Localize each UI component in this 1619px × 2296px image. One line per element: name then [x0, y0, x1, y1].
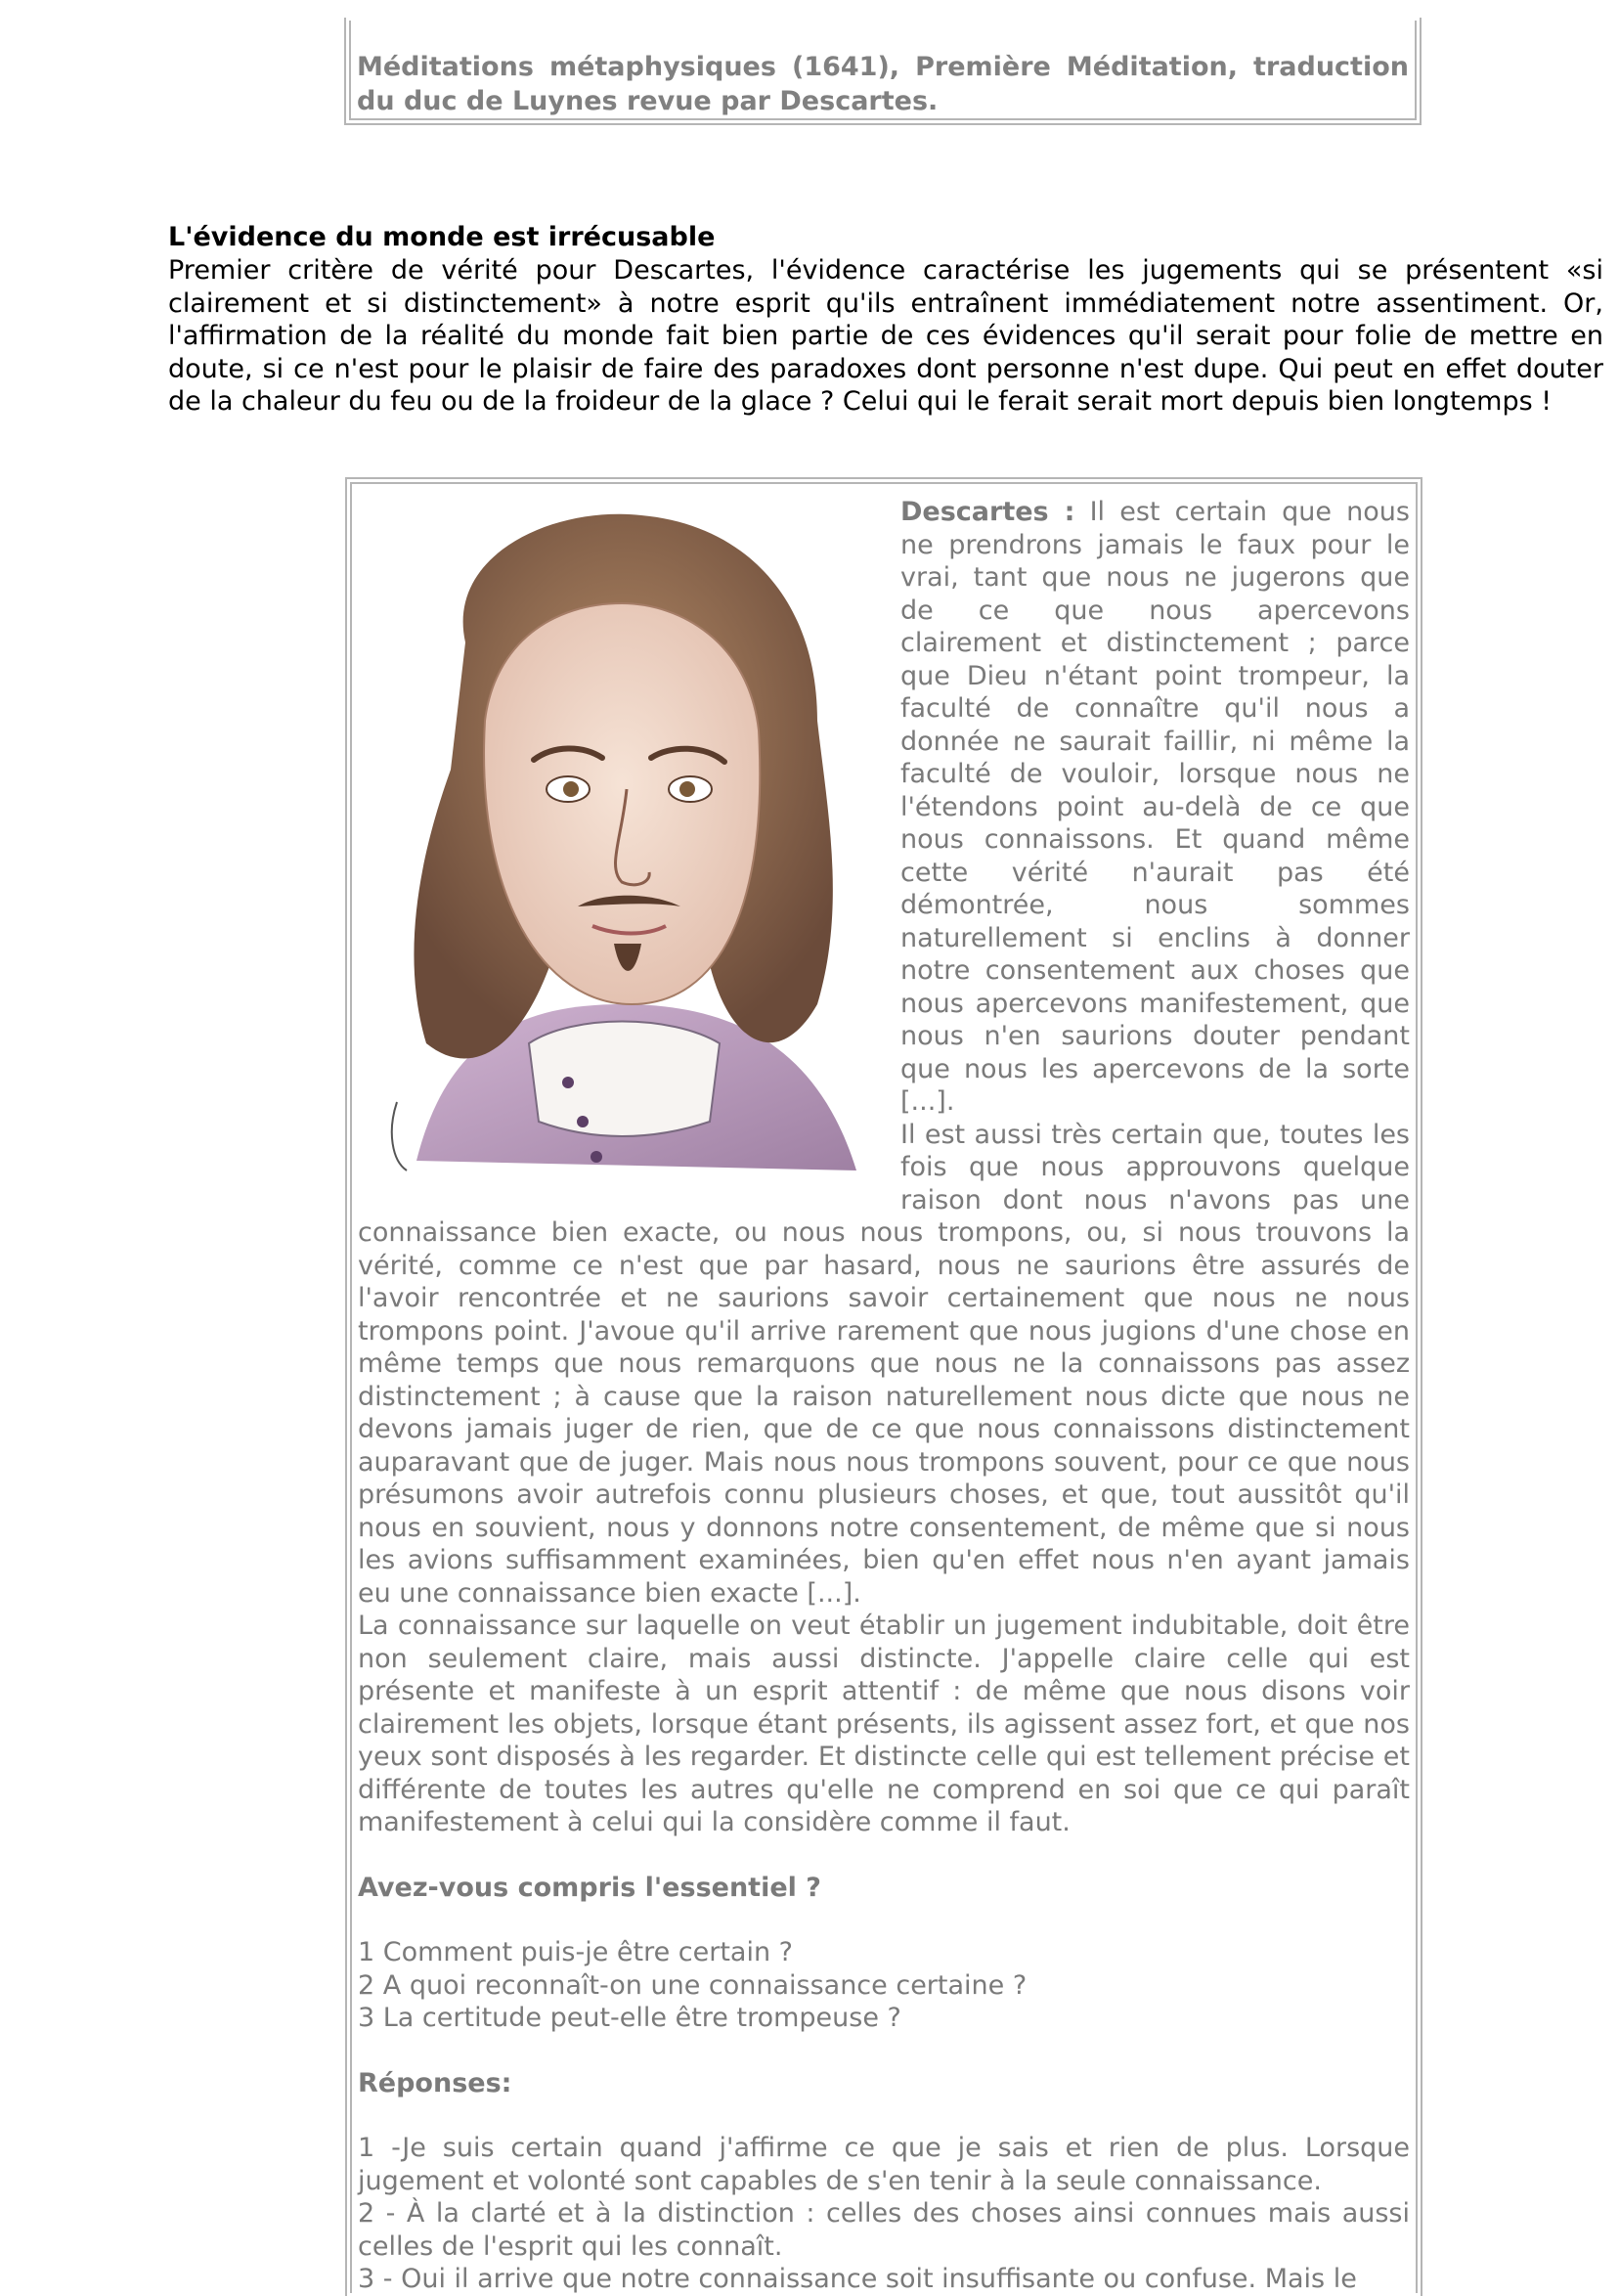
quote-paragraph-2: Il est aussi très certain que, toutes les fois que nous approuvons quelque raison dont nous n'avons pas une connaissance bien exacte, ou nous nous trompons, ou, si nous trouvons la vérité, comme ce n'est que par hasard, nous ne saurions être assurés de l'avoir rencontrée et ne saurions savoir certainement que nous ne nous trompons point. J'avoue qu'il arrive rarement que nous jugions d'une chose en même temps que nous remarquons que nous ne la connaissons pas assez distinctement ; à cause que la raison naturellement nous dicte que nous ne devons jamais juger de rien, que de ce que nous connaissons distinctement auparavant que de juger. Mais nous nous trompons souvent, pour ce que nous présumons avoir autrefois connu plusieurs choses, et que, tout aussitôt qu'il nous en souvient, nous y donnons notre consentement, de même que si nous les avions suffisamment examinées, bien qu'en effet nous n'en ayant jamais eu une connaissance bien exacte [...]. [358, 1119, 1410, 1609]
quiz-answer: 2 - À la clarté et à la distinction : celles des choses ainsi connues mais aussi celles de l'esprit qui les connaît. [358, 2198, 1410, 2262]
citation-box [344, 18, 1422, 125]
quiz-question: 3 La certitude peut-elle être trompeuse ? [358, 2003, 901, 2033]
descartes-portrait [358, 496, 881, 1185]
quiz-question: 2 A quoi reconnaît-on une connaissance certaine ? [358, 1969, 1028, 2001]
section-title: L'évidence du monde est irrécusable [168, 222, 716, 252]
quiz-answer: 1 -Je suis certain quand j'affirme ce que je sais et rien de plus. Lorsque jugement et volonté sont capables de s'en tenir à la seule connaissance. [358, 2133, 1410, 2196]
answers-heading: Réponses: [358, 2067, 512, 2098]
quote-speaker: Descartes : [900, 497, 1075, 527]
section-body: Premier critère de vérité pour Descartes, l'évidence caractérise les jugements qui se présentent «si clairement et si distinctement» à notre esprit qu'ils entraînent immédiatement notre assentiment. Or, l'affirmation de la réalité du monde fait bien partie de ces évidences qu'il serait pour folie de mettre en doute, si ce n'est pour le plaisir de faire des paradoxes dont personne n'est dupe. Qui peut en effet douter de la chaleur du feu ou de la froideur de la glace ? Celui qui le ferait serait mort depuis bien longtemps ! [168, 255, 1603, 417]
quiz-heading: Avez-vous compris l'essentiel ? [358, 1872, 821, 1903]
quiz-question: 1 Comment puis-je être certain ? [358, 1937, 793, 1967]
quote-text-1: Il est certain que nous ne prendrons jamais le faux pour le vrai, tant que nous ne jugerons que de ce que nous apercevons clairement et distinctement ; parce que Dieu n'étant point trompeur, la faculté de connaître qu'il nous a donnée ne saurait faillir, ni même la faculté de vouloir, lorsque nous ne l'étendons point au-delà de ce que nous connaissons. Et quand même cette vérité n'aurait pas été démontrée, nous sommes naturellement si enclins à donner notre consentement aux choses que nous apercevons manifestement, que nous n'en saurions douter pendant que nous les apercevons de la sorte [...]. [900, 497, 1410, 1117]
quiz-answer: 3 - Oui il arrive que notre connaissance soit insuffisante ou confuse. Mais le [358, 2264, 1357, 2293]
quote-box [345, 477, 1422, 2296]
intro-section [168, 221, 1603, 419]
citation-text: Méditations métaphysiques (1641), Première Méditation, traduction du duc de Luynes revue par Descartes. [357, 52, 1409, 116]
quote-paragraph-3: La connaissance sur laquelle on veut établir un jugement indubitable, doit être non seulement claire, mais aussi distincte. J'appelle claire celle qui est présente et manifeste à un esprit attentif : de même que nous disons voir clairement les objets, lorsque étant présents, ils agissent assez fort, et que nos yeux sont disposés à les regarder. Et distincte celle qui est tellement précise et différente de toutes les autres qu'elle ne comprend en soi que ce qui paraît manifestement à celui qui la considère comme il faut. [358, 1611, 1410, 1837]
